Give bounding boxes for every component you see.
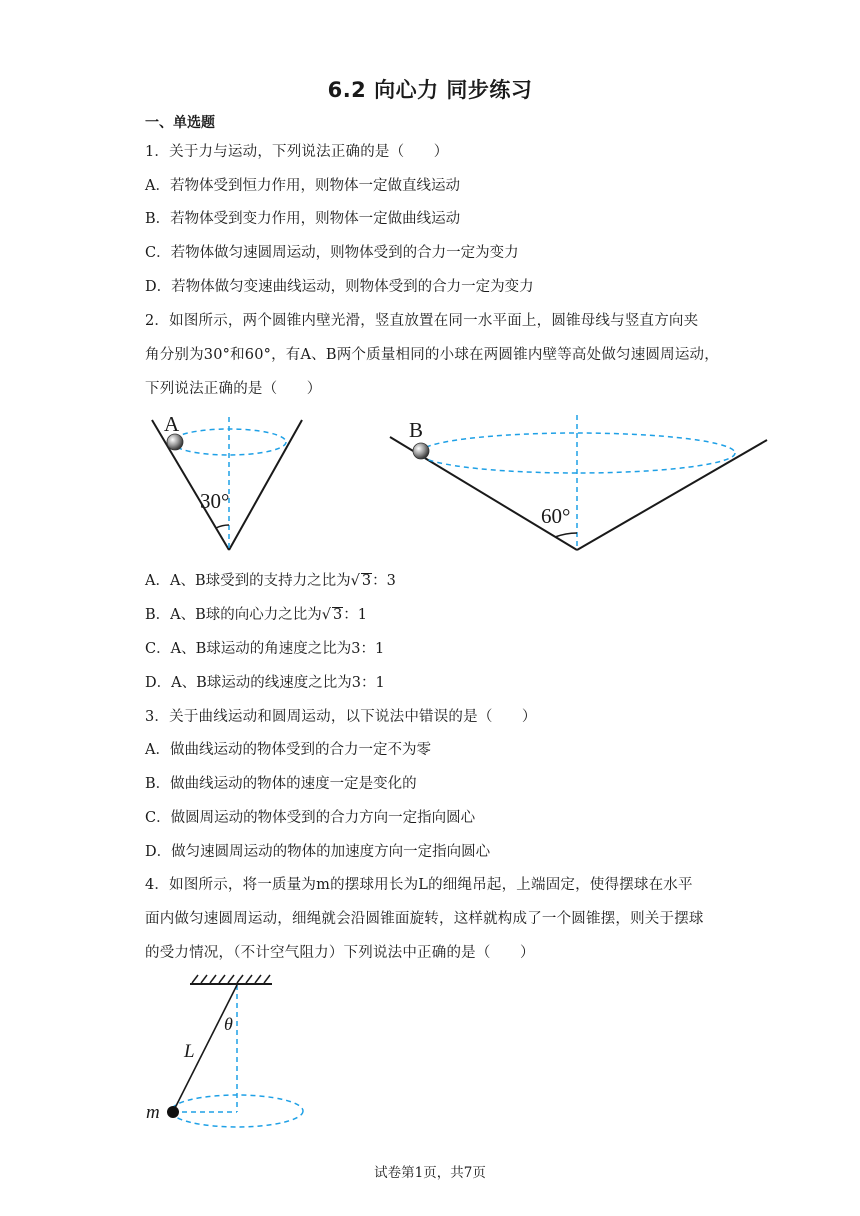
cone-b-angle-arc (555, 533, 577, 537)
cone-a-orbit (172, 429, 286, 455)
cone-b-figure (385, 405, 775, 560)
ball-b (413, 443, 429, 459)
question-2-option-b (145, 603, 367, 624)
question-1-option-d: D．若物体做匀变速曲线运动，则物体受到的合力一定为变力 (145, 279, 534, 295)
pendulum-angle-label: θ (224, 1014, 233, 1034)
page-title: 6.2 向心力 同步练习 (327, 78, 533, 102)
question-3-option-d: D．做匀速圆周运动的物体的加速度方向一定指向圆心 (145, 844, 491, 860)
cone-b-ball-label: B (409, 418, 424, 442)
question-3-stem: 3．关于曲线运动和圆周运动，以下说法中错误的是（ ） (145, 709, 537, 725)
cone-a-angle-label: 30° (200, 489, 230, 513)
question-2-stem-line-3: 下列说法正确的是（ ） (145, 381, 322, 397)
question-2-stem-line-2: 角分别为30°和60°，有A、B两个质量相同的小球在两圆锥内壁等高处做匀速圆周运动， (145, 347, 719, 363)
pendulum-mass-label: m (146, 1102, 160, 1123)
question-1-option-a: A．若物体受到恒力作用，则物体一定做直线运动 (145, 178, 460, 194)
question-2-option-b-root: 3 (333, 607, 343, 623)
question-2-option-a-prefix: A．A、B球受到的支持力之比为 (145, 573, 351, 589)
question-1-stem: 1．关于力与运动，下列说法正确的是（ ） (145, 144, 449, 160)
question-2-option-b-prefix: B．A、B球的向心力之比为 (145, 607, 322, 623)
question-3-option-c: C．做圆周运动的物体受到的合力方向一定指向圆心 (145, 810, 476, 826)
question-2-option-b-suffix: ：1 (343, 607, 368, 623)
ceiling-hatching (192, 975, 270, 983)
sqrt-sign: √ (350, 573, 360, 589)
question-4-stem-line-1: 4．如图所示，将一质量为m的摆球用长为L的细绳吊起，上端固定，使得摆球在水平 (145, 877, 693, 893)
sqrt-sign: √ (321, 607, 332, 623)
pendulum-bob (167, 1106, 179, 1118)
question-4-stem-line-3: 的受力情况，（不计空气阻力）下列说法中正确的是（ ） (145, 945, 535, 961)
ball-a (167, 434, 183, 450)
question-4-stem-line-2: 面内做匀速圆周运动，细绳就会沿圆锥面旋转，这样就构成了一个圆锥摆，则关于摆球 (145, 911, 704, 927)
question-2-option-a-suffix: ：3 (372, 573, 396, 589)
cone-a-ball-label: A (164, 412, 180, 436)
cone-b-right-generatrix (577, 440, 767, 550)
question-3-option-b: B．做曲线运动的物体的速度一定是变化的 (145, 776, 417, 792)
question-2-option-a (145, 569, 396, 590)
question-2-option-a-root: 3 (361, 573, 372, 589)
pendulum-length-label: L (184, 1041, 195, 1062)
cone-a-figure (140, 405, 320, 560)
cone-b-angle-label: 60° (541, 504, 571, 528)
question-1-option-b: B．若物体受到变力作用，则物体一定做曲线运动 (145, 211, 461, 227)
question-2-stem-line-1: 2．如图所示，两个圆锥内壁光滑，竖直放置在同一水平面上，圆锥母线与竖直方向夹 (145, 313, 699, 329)
conical-pendulum-figure (140, 970, 320, 1140)
page-footer: 试卷第1页，共7页 (374, 1165, 486, 1181)
cone-a-left-generatrix (152, 420, 229, 550)
question-1-option-c: C．若物体做匀速圆周运动，则物体受到的合力一定为变力 (145, 245, 519, 261)
cone-a-angle-arc (216, 525, 229, 528)
section-heading: 一、单选题 (145, 115, 215, 131)
question-2-option-c: C．A、B球运动的角速度之比为3：1 (145, 641, 385, 657)
pendulum-string (173, 985, 237, 1112)
cone-a-right-generatrix (229, 420, 302, 550)
question-2-option-d: D．A、B球运动的线速度之比为3：1 (145, 675, 385, 691)
question-3-option-a: A．做曲线运动的物体受到的合力一定不为零 (145, 742, 431, 758)
